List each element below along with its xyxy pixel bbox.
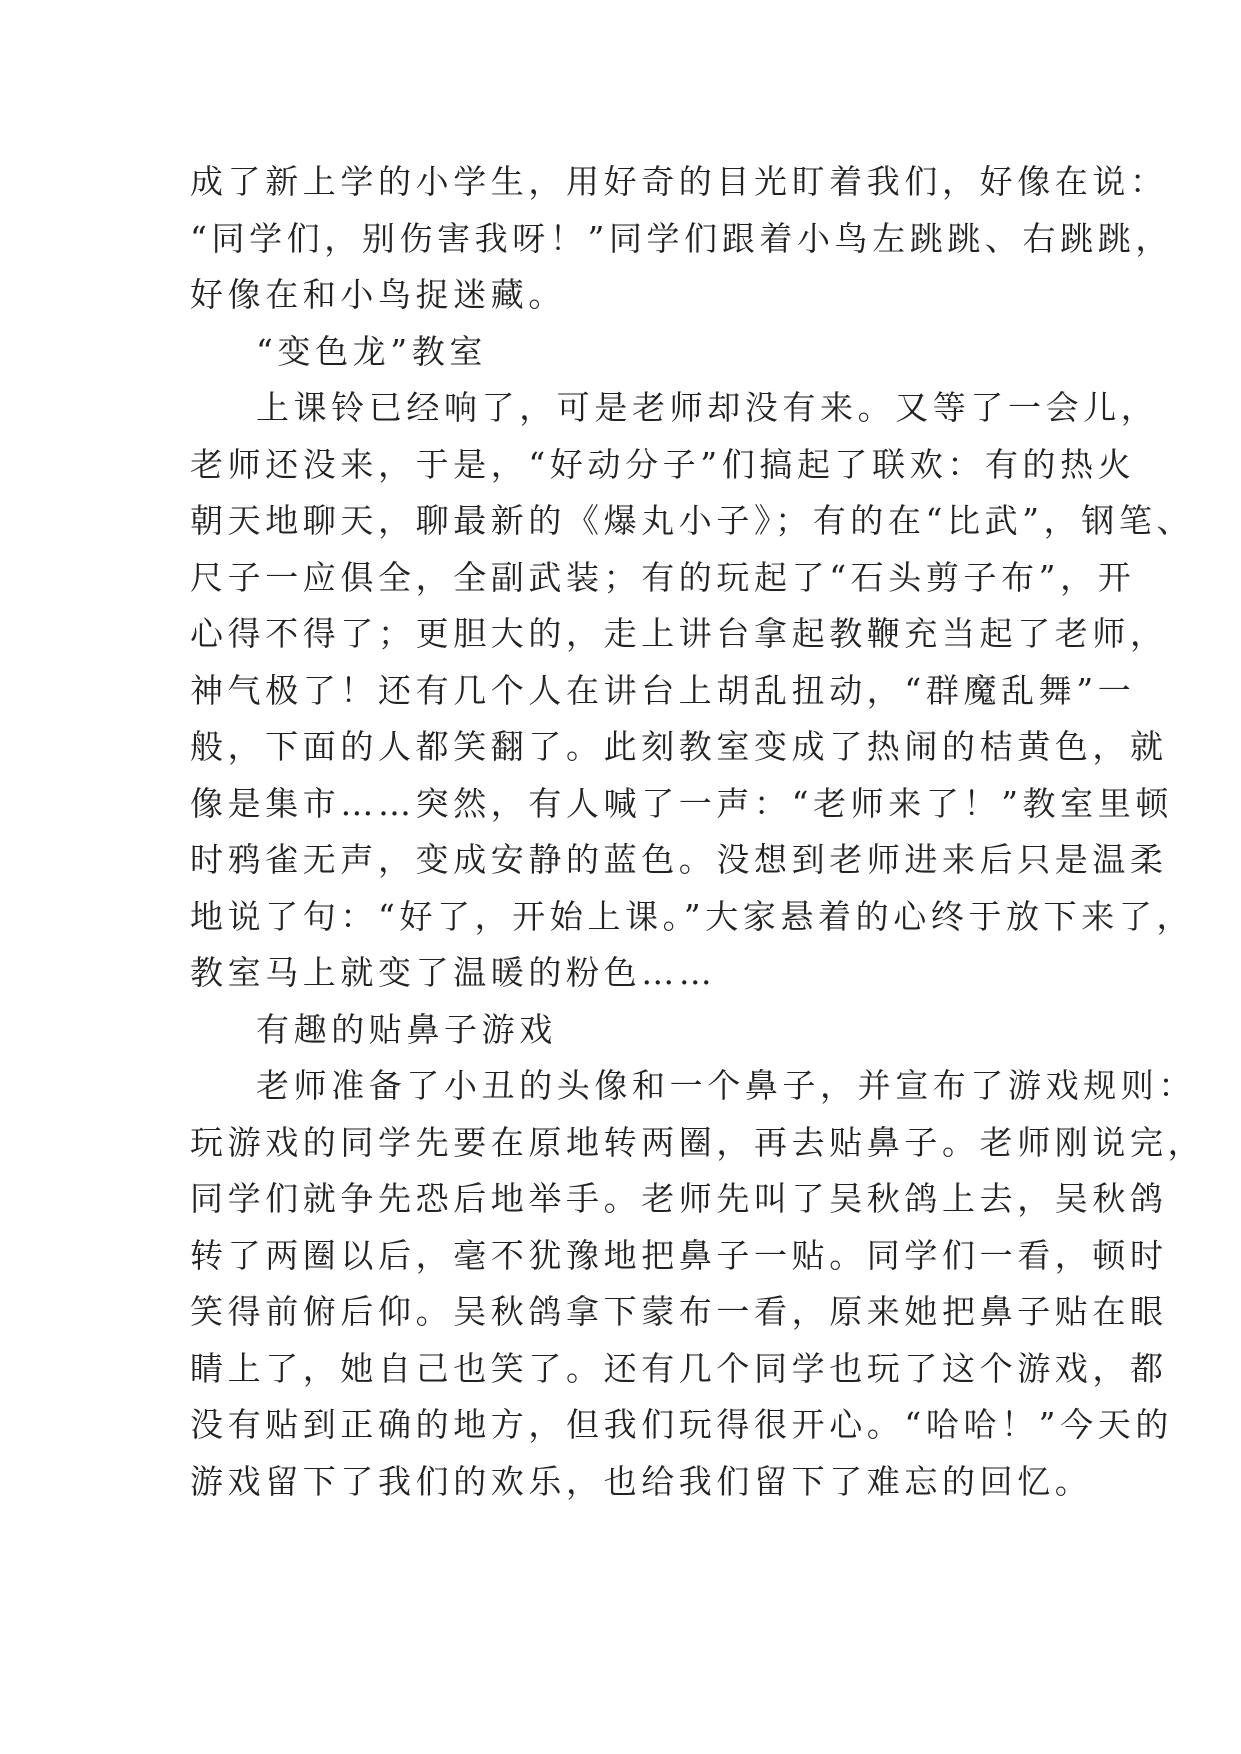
section-heading: “变色龙”教室 <box>256 331 487 371</box>
text-line: 老师还没来，于是，“好动分子”们搞起了联欢：有的热火 <box>190 444 1136 484</box>
text-line: 像是集市……突然，有人喊了一声：“老师来了！”教室里顿 <box>190 783 1173 823</box>
text-line: 没有贴到正确的地方，但我们玩得很开心。“哈哈！”今天的 <box>190 1405 1173 1444</box>
paragraph <box>190 1002 1070 1059</box>
text-line: 好像在和小鸟捉迷藏。 <box>190 275 566 314</box>
text-line: 地说了句：“好了，开始上课。”大家悬着的心终于放下来了， <box>190 896 1195 936</box>
section-heading: 有趣的贴鼻子游戏 <box>256 1009 557 1049</box>
text-line: 神气极了！还有几个人在讲台上胡乱扭动，“群魔乱舞”一 <box>190 670 1136 710</box>
text-line: 朝天地聊天，聊最新的《爆丸小子》；有的在“比武”，钢笔、 <box>190 501 1195 540</box>
text-line: 转了两圈以后，毫不犹豫地把鼻子一贴。同学们一看，顿时 <box>190 1235 1168 1275</box>
text-line: 成了新上学的小学生，用好奇的目光盯着我们，好像在说： <box>190 162 1168 201</box>
document-body <box>190 154 1206 1510</box>
paragraph <box>190 154 1173 324</box>
text-line: 老师准备了小丑的头像和一个鼻子，并宣布了游戏规则： <box>256 1066 1196 1105</box>
text-line: “同学们，别伤害我呀！”同学们跟着小鸟左跳跳、右跳跳， <box>190 218 1173 258</box>
paragraph <box>190 380 1195 1002</box>
text-line: 玩游戏的同学先要在原地转两圈，再去贴鼻子。老师刚说完， <box>190 1122 1206 1162</box>
text-line: 心得不得了；更胆大的，走上讲台拿起教鞭充当起了老师， <box>190 614 1168 653</box>
text-line: 教室马上就变了温暖的粉色…… <box>190 953 717 992</box>
text-line: 上课铃已经响了，可是老师却没有来。又等了一会儿， <box>256 388 1159 427</box>
text-line: 般，下面的人都笑翻了。此刻教室变成了热闹的桔黄色，就 <box>190 727 1168 766</box>
text-line: 游戏留下了我们的欢乐，也给我们留下了难忘的回忆。 <box>190 1461 1093 1501</box>
paragraph <box>190 1058 1206 1510</box>
text-line: 时鸦雀无声，变成安静的蓝色。没想到老师进来后只是温柔 <box>190 840 1168 879</box>
text-line: 尺子一应俱全，全副武装；有的玩起了“石头剪子布”，开 <box>190 557 1136 597</box>
paragraph <box>190 324 1070 381</box>
text-line: 笑得前俯后仰。吴秋鸽拿下蒙布一看，原来她把鼻子贴在眼 <box>190 1292 1168 1331</box>
text-line: 睛上了，她自己也笑了。还有几个同学也玩了这个游戏，都 <box>190 1348 1168 1388</box>
text-line: 同学们就争先恐后地举手。老师先叫了吴秋鸽上去，吴秋鸽 <box>190 1179 1168 1218</box>
